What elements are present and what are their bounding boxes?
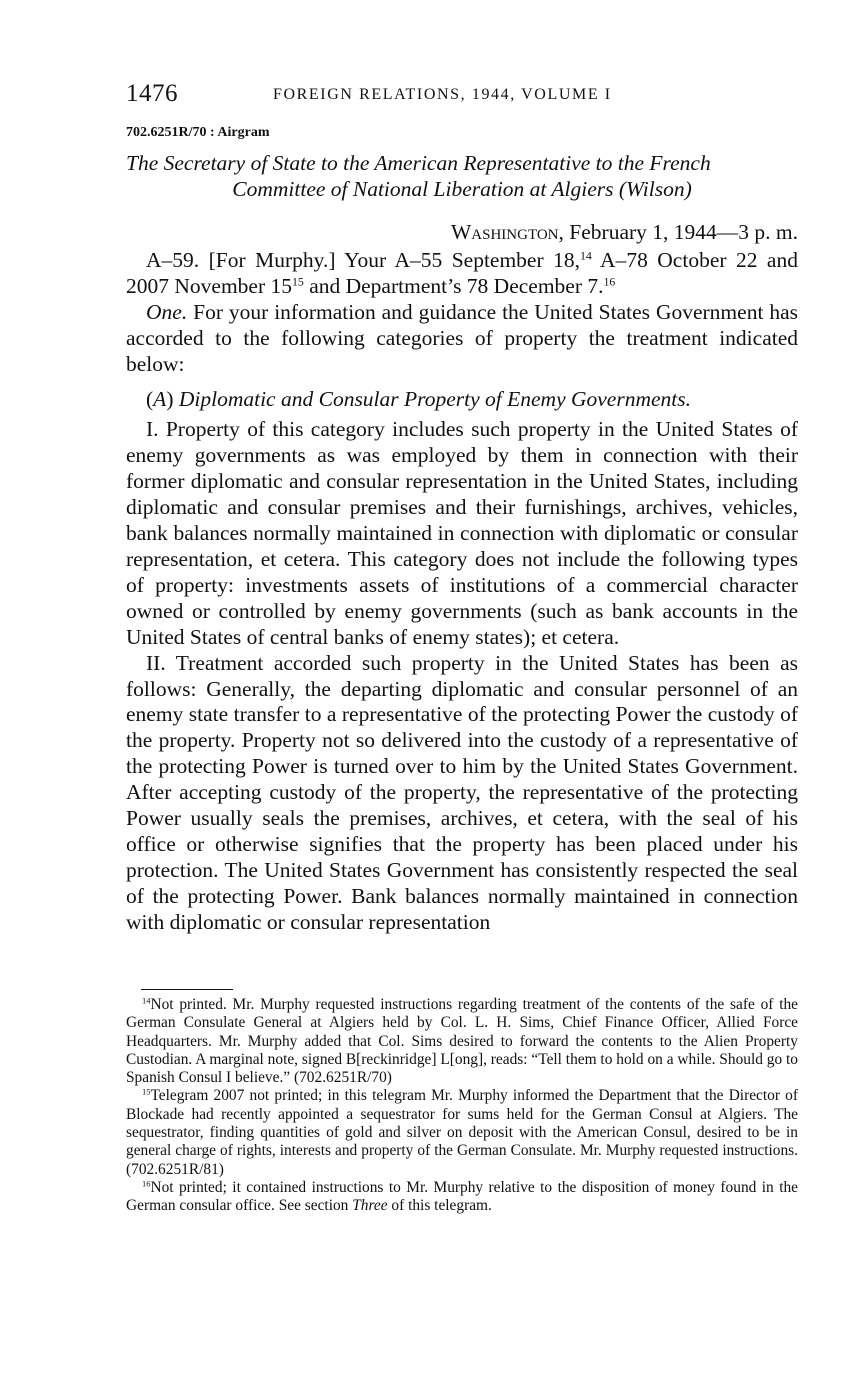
dateline-place: Washington xyxy=(451,220,559,244)
footnote-marker: 15 xyxy=(142,1086,151,1097)
paragraph-opening xyxy=(126,248,798,300)
footnote-marker: 16 xyxy=(142,1178,151,1189)
dateline xyxy=(451,220,798,245)
footnote-text: Not printed. Mr. Murphy requested instructions regarding treatment of the contents of the safe of the German Consulate General at Algiers held by Col. L. H. Sims, Chief Finance Officer, Allied Force Headquarters. Mr. Murphy added that Col. Sims desired to forward the contents to the Alien Property Custodian. A marginal note, signed B[reckinridge] L[ong], reads: “Tell them to hold on a while. Should go to Spanish Consul I believe.” (702.6251R/70) xyxy=(126,996,798,1087)
section-one-text: For your information and guidance the United States Government has accorded to the following categories of property the treatment indicated below: xyxy=(126,299,798,376)
page-number: 1476 xyxy=(126,80,178,107)
heading-category-a-text: Diplomatic and Consular Property of Enemy Governments. xyxy=(173,386,692,411)
document-reference: 702.6251R/70 : Airgram xyxy=(126,125,270,140)
paragraph-opening-text-2: A–78 October 22 and 2007 November 15 xyxy=(126,248,798,298)
footnote-divider xyxy=(141,989,233,990)
footnote-text: Telegram 2007 not printed; in this telegram Mr. Murphy informed the Department that the Director of Blockade had recently appointed a sequestrator for sums held for the German Consul at Algiers. The sequestrator, finding quantities of gold and silver on deposit with the American Consul, desired to be in general charge of rights, interests and property of the German Consulate. Mr. Murphy requested instructions. (702.6251R/81) xyxy=(126,1087,798,1178)
paragraph-section-one xyxy=(126,300,798,378)
footnote-text-italic: Three xyxy=(352,1197,388,1215)
footnote-16 xyxy=(126,1179,798,1216)
paragraph-section-ii: II. Treatment accorded such property in the United States has been as follows: Generally, the departing diplomatic and consular personnel of an enemy state transfer to a representative of the protecting Power the custody of the property. Property not so delivered into the custody of a representative of the protecting Power is turned over to him by the United States Government. After accepting custody of the property, the representative of the protecting Power usually seals the premises, archives, et cetera, with the seal of his office or otherwise signifies that the property has been placed under his protection. The United States Government has consistently respected the seal of the protecting Power. Bank balances normally maintained in connection with diplomatic or consular representation xyxy=(126,650,798,934)
body-text xyxy=(126,248,798,936)
section-one-lead: One. xyxy=(146,299,188,324)
dateline-date: , February 1, 1944—3 p. m. xyxy=(558,220,798,244)
document-title-line-1: The Secretary of State to the American Representative to the French xyxy=(126,151,711,175)
heading-category-a-letter: A xyxy=(153,386,167,411)
document-title xyxy=(126,150,798,202)
paragraph-opening-text: A–59. [For Murphy.] Your A–55 September 18, xyxy=(146,248,580,272)
footnotes xyxy=(126,996,798,1216)
title-recipient-name: Wilson xyxy=(626,177,685,201)
footnote-marker: 14 xyxy=(142,995,151,1006)
footnote-ref-16: 16 xyxy=(603,274,616,289)
page-header xyxy=(126,80,798,110)
footnote-text-end: of this telegram. xyxy=(387,1197,492,1215)
document-title-line-2 xyxy=(126,176,798,202)
footnote-text: Not printed; it contained instructions to Mr. Murphy relative to the disposition of money found in the German consular office. See section xyxy=(126,1178,798,1215)
paragraph-section-i: I. Property of this category includes such property in the United States of enemy governments as was employed by them in connection with their former diplomatic and consular representation in the United States, including diplomatic and consular premises and their furnishings, archives, vehicles, bank balances normally maintained in connection with diplomatic or consular representation, et cetera. This category does not include the following types of property: investments assets of institutions of a commercial character owned or controlled by enemy governments (such as bank accounts in the United States of central banks of enemy states); et cetera. xyxy=(126,417,798,649)
footnote-14 xyxy=(126,996,798,1087)
footnote-ref-14: 14 xyxy=(579,248,592,263)
title-paren-close: ) xyxy=(684,177,692,201)
footnote-ref-15: 15 xyxy=(292,274,304,289)
title-line-2-text: Committee of National Liberation at Algiers ( xyxy=(232,177,627,201)
heading-category-a: (A) Diplomatic and Consular Property of Enemy Governments. xyxy=(146,386,692,411)
paragraph-opening-text-3: and Department’s 78 December 7. xyxy=(303,273,604,298)
footnote-15 xyxy=(126,1087,798,1178)
running-head: FOREIGN RELATIONS, 1944, VOLUME I xyxy=(273,86,612,103)
